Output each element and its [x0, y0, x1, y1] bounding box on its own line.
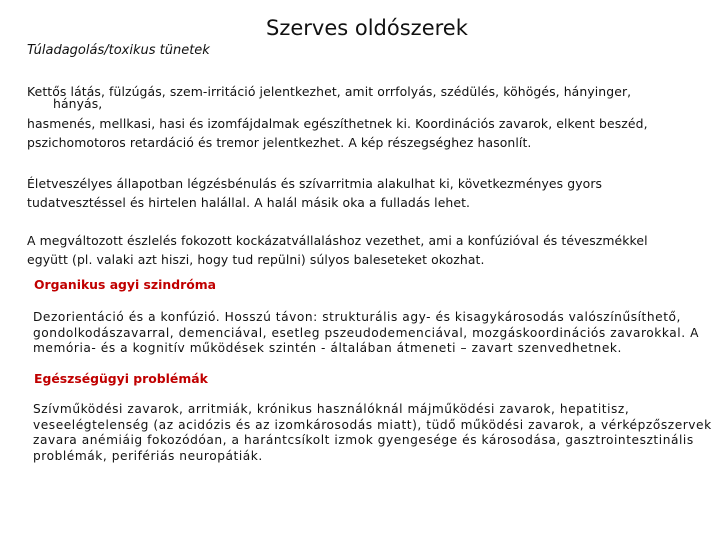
- paragraph-line: hányás,: [53, 96, 103, 111]
- paragraph-line: A megváltozott észlelés fokozott kockázatvállaláshoz vezethet, ami a konfúzióval és téveszmékkel: [27, 233, 648, 248]
- paragraph-life-threatening: [27, 174, 602, 212]
- paragraph-line: tudatvesztéssel és hirtelen halállal. A halál másik oka a fulladás lehet.: [27, 195, 471, 210]
- paragraph-line: pszichomotoros retardáció és tremor jelentkezhet. A kép részegséghez hasonlít.: [27, 135, 532, 150]
- section-heading-health: Egészségügyi problémák: [34, 371, 208, 386]
- paragraph-line: Szívműködési zavarok, arritmiák, krónikus használóknál májműködési zavarok, hepatitisz,: [33, 402, 630, 416]
- paragraph-line: problémák, perifériás neuropátiák.: [33, 448, 263, 463]
- paragraph-line: memória- és a kognitív működések szintén - általában átmeneti – zavart szenvedhetnek.: [33, 341, 622, 356]
- section-heading-organic: Organikus agyi szindróma: [34, 277, 216, 292]
- paragraph-line: gondolkodászavarral, demenciával, esetleg pszeudodemenciával, mozgáskoordinációs zavarokkal. A: [33, 325, 699, 340]
- paragraph-line: Kettős látás, fülzúgás, szem-irritáció jelentkezhet, amit orrfolyás, szédülés, köhögés, hányinger,: [27, 84, 632, 99]
- paragraph-line: zavara anémiáig fokozódóan, a harántcsíkolt izmok gyengesége és károsodása, gasztrointesztinális: [33, 433, 694, 448]
- paragraph-line: hasmenés, mellkasi, hasi és izomfájdalmak egészíthetnek ki. Koordinációs zavarok, elkent beszéd,: [27, 116, 648, 131]
- paragraph-symptoms: [27, 82, 648, 152]
- paragraph-line: együtt (pl. valaki azt hiszi, hogy tud repülni) súlyos baleseteket okozhat.: [27, 252, 485, 267]
- section-body-health: [33, 402, 712, 464]
- paragraph-line: Életveszélyes állapotban légzésbénulás és szívarritmia alakulhat ki, következményes gyors: [27, 176, 603, 191]
- section-body-organic: [33, 310, 699, 357]
- paragraph-line: Dezorientáció és a konfúzió. Hosszú távon: strukturális agy- és kisagykárosodás valószínűsíthető,: [33, 310, 681, 324]
- paragraph-line: veseelégtelenség (az acidózis és az izomkárosodás miatt), tüdő működési zavarok, a vérképzőszervek: [33, 417, 712, 432]
- subtitle: Túladagolás/toxikus tünetek: [27, 43, 210, 58]
- paragraph-perception: [27, 231, 648, 269]
- page-title: Szerves oldószerek: [266, 16, 468, 40]
